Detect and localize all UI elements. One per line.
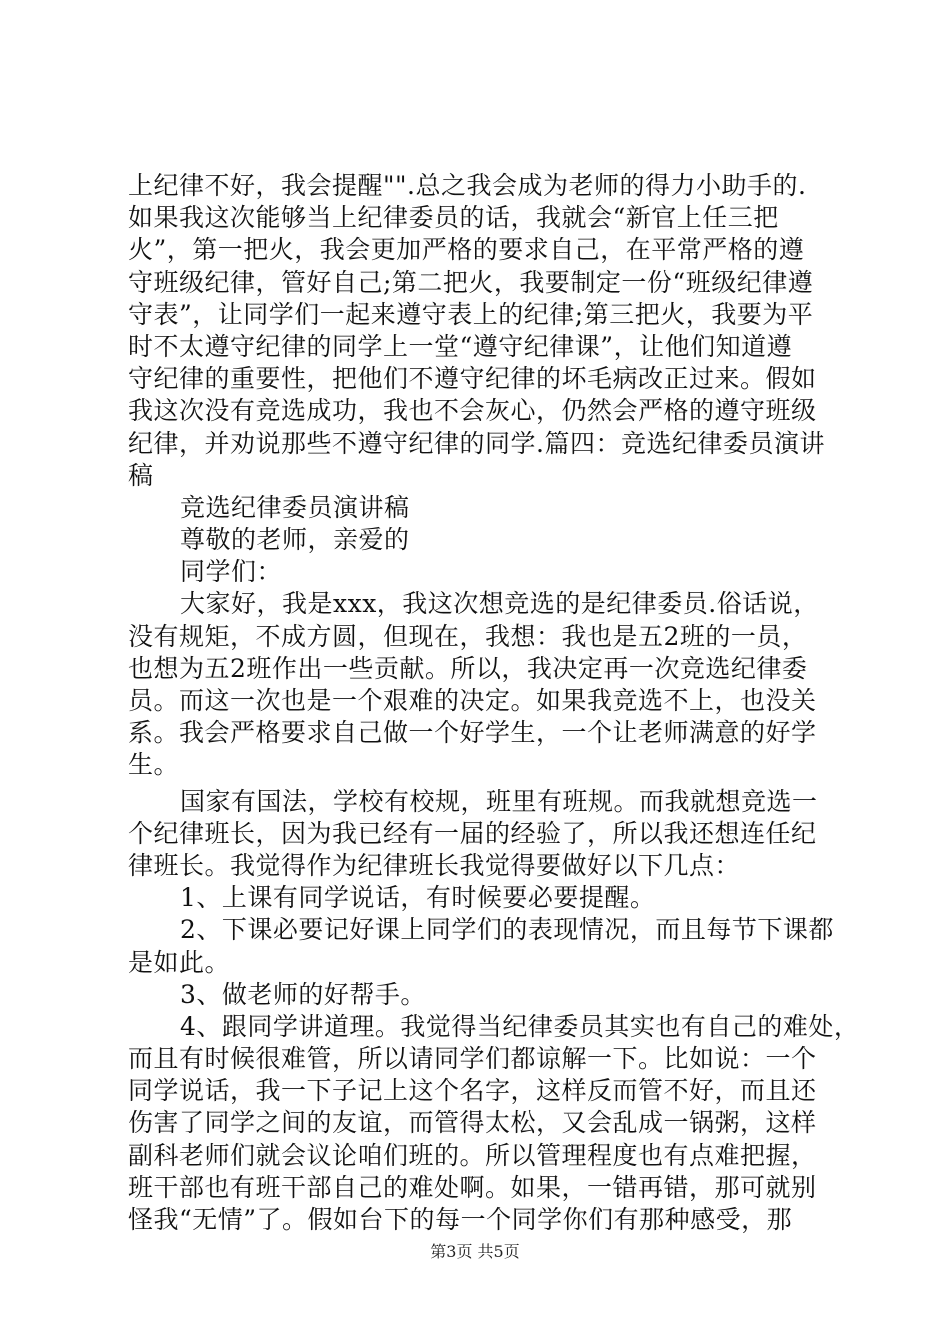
paragraph-a: [128, 170, 838, 492]
text-line: 律班长。我觉得作为纪律班长我觉得要做好以下几点：: [128, 850, 741, 880]
text-line: 也想为五2班作出一些贡献。所以，我决定再一次竞选纪律委: [128, 653, 808, 683]
text-line: 火”，第一把火，我会更加严格的要求自己，在平常严格的遵: [128, 235, 805, 265]
paragraph-b: [128, 588, 838, 781]
text-line: 伤害了同学之间的友谊，而管得太松，又会乱成一锅粥，这样: [128, 1108, 817, 1138]
paragraph-c: [128, 786, 838, 883]
text-line: 同学说话，我一下子记上这个名字，这样反而管不好，而且还: [128, 1076, 817, 1106]
text-line: 我这次没有竞选成功，我也不会灰心，仍然会严格的遵守班级: [128, 396, 817, 426]
list-item: [128, 914, 838, 978]
text-line: 生。: [128, 750, 180, 780]
text-line: 时不太遵守纪律的同学上一堂“遵守纪律课”，让他们知道遵: [128, 331, 793, 361]
text-line: 纪律，并劝说那些不遵守纪律的同学.篇四：竞选纪律委员演讲: [128, 428, 825, 458]
text-line: 怪我“无情”了。假如台下的每一个同学你们有那种感受，那: [128, 1205, 793, 1234]
text-line: 如果我这次能够当上纪律委员的话，我就会“新官上任三把: [128, 203, 779, 233]
list-item: [128, 1011, 860, 1236]
list-item: 3、做老师的好帮手。: [180, 979, 426, 1009]
text-line: 系。我会严格要求自己做一个好学生，一个让老师满意的好学: [128, 718, 817, 748]
text-line: 守班级纪律，管好自己;第二把火，我要制定一份“班级纪律遵: [128, 267, 814, 297]
text-line: 大家好，我是xxx，我这次想竞选的是纪律委员.俗话说，: [180, 589, 819, 619]
text-line: 4、跟同学讲道理。我觉得当纪律委员其实也有自己的难处，: [180, 1011, 860, 1041]
text-line: 班干部也有班干部自己的难处啊。如果，一错再错，那可就别: [128, 1172, 817, 1202]
list-item: 1、上课有同学说话，有时候要必要提醒。: [180, 883, 656, 913]
page-number: 第3页 共5页: [430, 1242, 520, 1261]
text-line: 国家有国法，学校有校规，班里有班规。而我就想竞选一: [180, 786, 818, 816]
text-line: 守纪律的重要性，把他们不遵守纪律的坏毛病改正过来。假如: [128, 364, 817, 394]
text-line: 上纪律不好，我会提醒"".总之我会成为老师的得力小助手的.: [128, 171, 807, 200]
text-line: 稿: [128, 460, 154, 490]
greeting-line: 尊敬的老师，亲爱的: [180, 525, 410, 555]
text-line: 没有规矩，不成方圆，但现在，我想：我也是五2班的一员，: [128, 621, 808, 651]
text-line: 2、下课必要记好课上同学们的表现情况，而且每节下课都: [180, 915, 834, 945]
text-line: 个纪律班长，因为我已经有一届的经验了，所以我还想连任纪: [128, 818, 817, 848]
document-body: [128, 170, 860, 1236]
speech-title: 竞选纪律委员演讲稿: [180, 492, 410, 522]
text-line: 而且有时候很难管，所以请同学们都谅解一下。比如说：一个: [128, 1044, 817, 1074]
text-line: 员。而这一次也是一个艰难的决定。如果我竞选不上，也没关: [128, 686, 817, 715]
greeting-line: 同学们：: [180, 557, 283, 587]
text-line: 守表”，让同学们一起来遵守表上的纪律;第三把火，我要为平: [128, 299, 814, 329]
text-line: 副科老师们就会议论咱们班的。所以管理程度也有点难把握，: [128, 1140, 817, 1170]
text-line: 是如此。: [128, 947, 231, 977]
